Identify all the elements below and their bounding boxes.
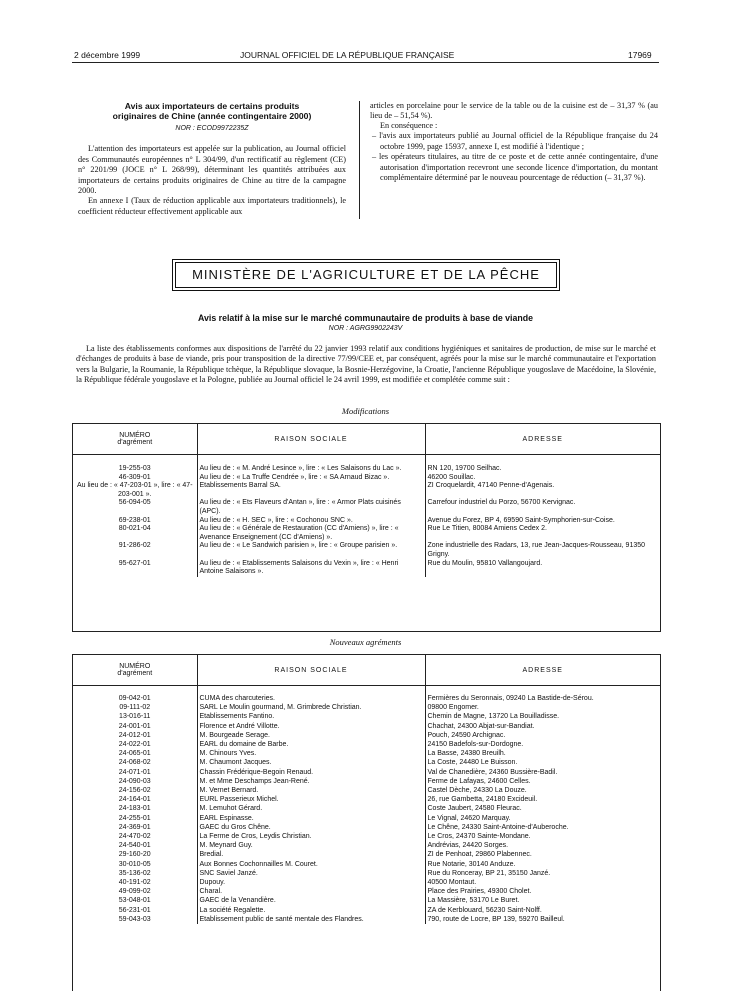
header-journal-title: JOURNAL OFFICIEL DE LA RÉPUBLIQUE FRANÇAISE bbox=[240, 50, 455, 60]
notice-title-line2: originaires de Chine (année contingentaire 2000) bbox=[112, 111, 312, 121]
cell-numero: 95-627-01 bbox=[73, 560, 197, 577]
cell-adresse: Le Cros, 24370 Sainte-Mondane. bbox=[427, 833, 531, 841]
cell-numero: 24-065-01 bbox=[73, 749, 197, 758]
cell-adresse: Coste Jaubert, 24580 Fleurac. bbox=[427, 805, 522, 813]
table-row bbox=[73, 712, 660, 721]
table-row bbox=[73, 869, 660, 878]
col-header-numero: NUMÉRO d'agrément bbox=[73, 424, 197, 455]
cell-adresse: La Coste, 24480 Le Buisson. bbox=[427, 759, 518, 767]
cell-numero: 24-164-01 bbox=[73, 795, 197, 804]
modifications-body bbox=[73, 455, 660, 577]
table-row bbox=[73, 768, 660, 777]
cell-raison-sociale: Au lieu de : « H. SEC », lire : « Cochonou SNC ». bbox=[197, 517, 425, 526]
cell-adresse: La Massière, 53170 Le Buret. bbox=[427, 897, 520, 905]
notice-viande-paragraph: La liste des établissements conformes aux dispositions de l'arrêté du 22 janvier 1993 relatif aux conditions hygiéniques et sanitaires de production, de mise sur le marché et d'échanges de produits à base de viande, pris pour transposition de la directive 77/99/CEE et, par conséquent, agréés pour la mise sur le marché communautaire et l'exportation vers la Bulgarie, la Roumanie, la République tchèque, la République slovaque, la Bosnie-Herzégovine, la Croatie, l'ancienne République yougoslave de Macédoine, la Slovénie, la République fédérale yougoslave et la Pologne, publiée au Journal officiel le 24 avril 1999, est modifiée et complétée comme suit : bbox=[76, 344, 656, 385]
cell-raison-sociale: M. Bourgeade Serage. bbox=[197, 731, 425, 740]
cell-raison-sociale: EURL Passerieux Michel. bbox=[197, 795, 425, 804]
cell-adresse: Rue du Ronceray, BP 21, 35150 Janzé. bbox=[427, 869, 551, 877]
cell-adresse: Zone industrielle des Radars, 13, rue Jean-Jacques-Rousseau, 91350 Grigny. bbox=[427, 542, 646, 558]
cell-raison-sociale: Chassin Frédérique-Begoin Renaud. bbox=[197, 768, 425, 777]
table-row bbox=[73, 887, 660, 896]
col-header-raison: RAISON SOCIALE bbox=[197, 655, 425, 686]
cell-raison-sociale: GAEC du Gros Chêne. bbox=[197, 823, 425, 832]
table-row bbox=[73, 878, 660, 887]
table-row bbox=[73, 482, 660, 499]
nouveaux-heading: Nouveaux agréments bbox=[329, 637, 402, 647]
cell-numero: 24-470-02 bbox=[73, 832, 197, 841]
col-header-numero: NUMÉRO d'agrément bbox=[73, 655, 197, 686]
table-row bbox=[73, 749, 660, 758]
notice-importateurs-left bbox=[78, 101, 346, 216]
cell-adresse: Rue Notarie, 30140 Anduze. bbox=[427, 860, 516, 868]
cell-numero: 24-090-03 bbox=[73, 777, 197, 786]
table-row bbox=[73, 525, 660, 542]
cell-raison-sociale: Charal. bbox=[197, 887, 425, 896]
cell-raison-sociale: Etablissements Fantino. bbox=[197, 712, 425, 721]
cell-raison-sociale: Florence et André Villotte. bbox=[197, 722, 425, 731]
cell-adresse: Andrévias, 24420 Sorges. bbox=[427, 842, 509, 850]
table-row bbox=[73, 832, 660, 841]
notice-paragraph-1: L'attention des importateurs est appelée sur la publication, au Journal officiel des Communautés européennes n° L 304/99, d'un rectificatif au règlement (CE) n° 2201/99 (JOCE n° L 268/99), déterminant les quantités attribuées aux importateurs de certains produits originaires de Chine au titre de la campagne 2000. bbox=[78, 144, 346, 196]
cell-numero: 24-022-01 bbox=[73, 740, 197, 749]
cell-adresse: La Basse, 24380 Breuilh. bbox=[427, 750, 506, 758]
cell-numero: 49-099-02 bbox=[73, 887, 197, 896]
cell-raison-sociale: Au lieu de : « Etablissements Salaisons du Vexin », lire : « Henri Antoine Salaisons ». bbox=[197, 560, 425, 577]
cell-adresse: Le Vignal, 24620 Marquay. bbox=[427, 814, 511, 822]
modifications-table-frame bbox=[72, 423, 661, 632]
cell-raison-sociale: Au lieu de : « M. André Lesince », lire : « Les Salaisons du Lac ». bbox=[197, 455, 425, 474]
cell-raison-sociale: CUMA des charcuteries. bbox=[197, 686, 425, 704]
cell-adresse: Val de Chanedière, 24360 Bussière-Badil. bbox=[427, 768, 558, 776]
table-row bbox=[73, 560, 660, 577]
table-row bbox=[73, 804, 660, 813]
cell-raison-sociale: M. et Mme Deschamps Jean-René. bbox=[197, 777, 425, 786]
cell-raison-sociale: Au lieu de : « Ets Flaveurs d'Antan », lire : « Armor Plats cuisinés (APC). bbox=[197, 499, 425, 516]
column-divider bbox=[359, 101, 360, 219]
cell-adresse: Le Chêne, 24330 Saint-Antoine-d'Auberoche. bbox=[427, 823, 569, 831]
table-row bbox=[73, 915, 660, 924]
cell-numero: 24-068-02 bbox=[73, 758, 197, 767]
table-row bbox=[73, 841, 660, 850]
modifications-table bbox=[73, 424, 660, 577]
cell-adresse: ZI de Penhoat, 29860 Plabennec. bbox=[427, 851, 532, 859]
cell-adresse: 24150 Badefols-sur-Dordogne. bbox=[427, 741, 524, 749]
cell-numero: 13-016-11 bbox=[73, 712, 197, 721]
cell-adresse: Place des Prairies, 49300 Cholet. bbox=[427, 888, 532, 896]
table-row bbox=[73, 777, 660, 786]
cell-raison-sociale: Etablissement public de santé mentale des Flandres. bbox=[197, 915, 425, 924]
nouveaux-table-frame bbox=[72, 654, 661, 991]
cell-adresse: Fermières du Seronnais, 09240 La Bastide-de-Sérou. bbox=[427, 695, 594, 702]
cell-adresse: 46200 Souillac. bbox=[427, 473, 476, 481]
notice-paragraph-2-continued: articles en porcelaine pour le service de la table ou de la cuisine est de – 31,37 % (au lieu de – 51,54 %). bbox=[370, 101, 658, 121]
table-row bbox=[73, 786, 660, 795]
table-row bbox=[73, 455, 660, 474]
cell-numero: 40-191-02 bbox=[73, 878, 197, 887]
cell-adresse: Carrefour industriel du Porzo, 56700 Kervignac. bbox=[427, 499, 576, 507]
table-row bbox=[73, 686, 660, 704]
cell-numero: 24-156-02 bbox=[73, 786, 197, 795]
col-header-adresse: ADRESSE bbox=[425, 424, 660, 455]
notice-viande-nor: NOR : AGRG9902243V bbox=[328, 325, 403, 332]
ministry-heading: MINISTÈRE DE L'AGRICULTURE ET DE LA PÊCHE bbox=[175, 262, 557, 288]
cell-adresse: Chemin de Magne, 13720 La Bouilladisse. bbox=[427, 713, 560, 721]
cell-numero: 24-001-01 bbox=[73, 722, 197, 731]
header-rule bbox=[72, 62, 659, 63]
cell-adresse: 09800 Engomer. bbox=[427, 704, 479, 712]
notice-bullet-2: – les opérateurs titulaires, au titre de ce poste et de cette année contingentaire, d'une autorisation d'importation recevront une seconde licence d'importation, du montant complémentaire déterminé par le nouveau pourcentage de réduction (– 31,37 %). bbox=[372, 152, 658, 183]
nouveaux-table bbox=[73, 655, 660, 924]
cell-adresse: Pouch, 24590 Archignac. bbox=[427, 731, 506, 739]
cell-numero: 80-021-04 bbox=[73, 525, 197, 542]
cell-raison-sociale: Aux Bonnes Cochonnailles M. Couret. bbox=[197, 860, 425, 869]
cell-numero: 24-183-01 bbox=[73, 804, 197, 813]
col-header-raison: RAISON SOCIALE bbox=[197, 424, 425, 455]
cell-raison-sociale: Etablissements Barral SA. bbox=[197, 482, 425, 499]
cell-raison-sociale: M. Vernet Bernard. bbox=[197, 786, 425, 795]
cell-raison-sociale: Au lieu de : « La Truffe Cendrée », lire : « SA Arnaud Bizac ». bbox=[197, 474, 425, 483]
cell-numero: 19-255-03 bbox=[73, 455, 197, 474]
cell-raison-sociale: GAEC de la Venandière. bbox=[197, 896, 425, 905]
table-row bbox=[73, 740, 660, 749]
table-row bbox=[73, 814, 660, 823]
cell-numero: 69-238-01 bbox=[73, 517, 197, 526]
cell-raison-sociale: SNC Saviel Janzé. bbox=[197, 869, 425, 878]
modifications-heading: Modifications bbox=[341, 406, 390, 416]
cell-raison-sociale: La Ferme de Cros, Leydis Christian. bbox=[197, 832, 425, 841]
table-row bbox=[73, 823, 660, 832]
table-row bbox=[73, 860, 660, 869]
cell-raison-sociale: Au lieu de : « Le Sandwich parisien », lire : « Groupe parisien ». bbox=[197, 542, 425, 559]
cell-numero: 24-255-01 bbox=[73, 814, 197, 823]
cell-raison-sociale: La société Regalette. bbox=[197, 906, 425, 915]
table-row bbox=[73, 474, 660, 483]
cell-numero: 35-136-02 bbox=[73, 869, 197, 878]
cell-adresse: ZI Croquelardit, 47140 Penne-d'Agenais. bbox=[427, 482, 555, 490]
table-row bbox=[73, 703, 660, 712]
cell-numero: 56-231-01 bbox=[73, 906, 197, 915]
cell-numero: Au lieu de : « 47-203-01 », lire : « 47-203-001 ». bbox=[73, 482, 197, 499]
notice-viande-title: Avis relatif à la mise sur le marché communautaire de produits à base de viande bbox=[197, 313, 534, 323]
col-header-adresse: ADRESSE bbox=[425, 655, 660, 686]
cell-numero: 30-010-05 bbox=[73, 860, 197, 869]
cell-numero: 24-369-01 bbox=[73, 823, 197, 832]
table-row bbox=[73, 499, 660, 516]
cell-adresse: RN 120, 19700 Seilhac. bbox=[427, 465, 502, 472]
cell-numero: 24-012-01 bbox=[73, 731, 197, 740]
table-row bbox=[73, 896, 660, 905]
cell-adresse: Avenue du Forez, BP 4, 69590 Saint-Symphorien-sur-Coise. bbox=[427, 516, 615, 524]
cell-raison-sociale: Au lieu de : « Générale de Restauration (CC d'Amiens) », lire : « Avenance Enseignement (CC d'Amiens) ». bbox=[197, 525, 425, 542]
table-row bbox=[73, 517, 660, 526]
cell-numero: 09-042-01 bbox=[73, 686, 197, 704]
header-date: 2 décembre 1999 bbox=[74, 50, 141, 60]
cell-adresse: Ferme de Lafayas, 24600 Celles. bbox=[427, 777, 531, 785]
table-row bbox=[73, 906, 660, 915]
table-row bbox=[73, 850, 660, 859]
cell-numero: 24-071-01 bbox=[73, 768, 197, 777]
cell-adresse: Rue du Moulin, 95810 Vallangoujard. bbox=[427, 559, 543, 567]
cell-adresse: 40500 Montaut. bbox=[427, 879, 477, 887]
table-row bbox=[73, 758, 660, 767]
cell-raison-sociale: M. Meynard Guy. bbox=[197, 841, 425, 850]
cell-numero: 91-286-02 bbox=[73, 542, 197, 559]
notice-consequence: En conséquence : bbox=[380, 121, 438, 130]
cell-numero: 53-048-01 bbox=[73, 896, 197, 905]
nouveaux-body bbox=[73, 686, 660, 925]
cell-adresse: 790, route de Locre, BP 139, 59270 Bailleul. bbox=[427, 915, 565, 923]
cell-adresse: ZA de Kerblouard, 56230 Saint-Nolff. bbox=[427, 906, 542, 914]
cell-raison-sociale: Dupouy. bbox=[197, 878, 425, 887]
table-row bbox=[73, 542, 660, 559]
table-row bbox=[73, 731, 660, 740]
cell-numero: 59-043-03 bbox=[73, 915, 197, 924]
cell-raison-sociale: M. Chaumont Jacques. bbox=[197, 758, 425, 767]
cell-raison-sociale: EARL Espinasse. bbox=[197, 814, 425, 823]
cell-adresse: 26, rue Gambetta, 24180 Excideuil. bbox=[427, 796, 538, 804]
cell-raison-sociale: SARL Le Moulin gourmand, M. Grimbrede Christian. bbox=[197, 703, 425, 712]
cell-adresse: Rue Le Titien, 80084 Amiens Cedex 2. bbox=[427, 525, 547, 533]
cell-raison-sociale: M. Chinours Yves. bbox=[197, 749, 425, 758]
header-page-number: 17969 bbox=[628, 50, 652, 60]
notice-nor: NOR : ECOD9972235Z bbox=[175, 125, 249, 132]
notice-bullet-1: – l'avis aux importateurs publié au Journal officiel de la République française du 24 octobre 1999, page 15937, annexe I, est modifié à l'identique ; bbox=[372, 131, 658, 151]
cell-numero: 09-111-02 bbox=[73, 703, 197, 712]
table-row bbox=[73, 795, 660, 804]
cell-numero: 56-094-05 bbox=[73, 499, 197, 516]
cell-adresse: Chachat, 24300 Abjat-sur-Bandiat. bbox=[427, 722, 535, 730]
cell-raison-sociale: Bredial. bbox=[197, 850, 425, 859]
cell-numero: 29-160-20 bbox=[73, 850, 197, 859]
notice-paragraph-2-start: En annexe I (Taux de réduction applicable aux importateurs traditionnels), le coefficient réducteur effectivement applicable aux bbox=[78, 196, 346, 216]
cell-raison-sociale: EARL du domaine de Barbe. bbox=[197, 740, 425, 749]
notice-importateurs-right bbox=[370, 101, 658, 183]
cell-numero: 46-309-01 bbox=[73, 474, 197, 483]
table-row bbox=[73, 722, 660, 731]
notice-title-line1: Avis aux importateurs de certains produits bbox=[124, 101, 300, 111]
cell-numero: 24-540-01 bbox=[73, 841, 197, 850]
cell-adresse: Castel Dèche, 24330 La Douze. bbox=[427, 787, 527, 795]
cell-raison-sociale: M. Lemuhot Gérard. bbox=[197, 804, 425, 813]
